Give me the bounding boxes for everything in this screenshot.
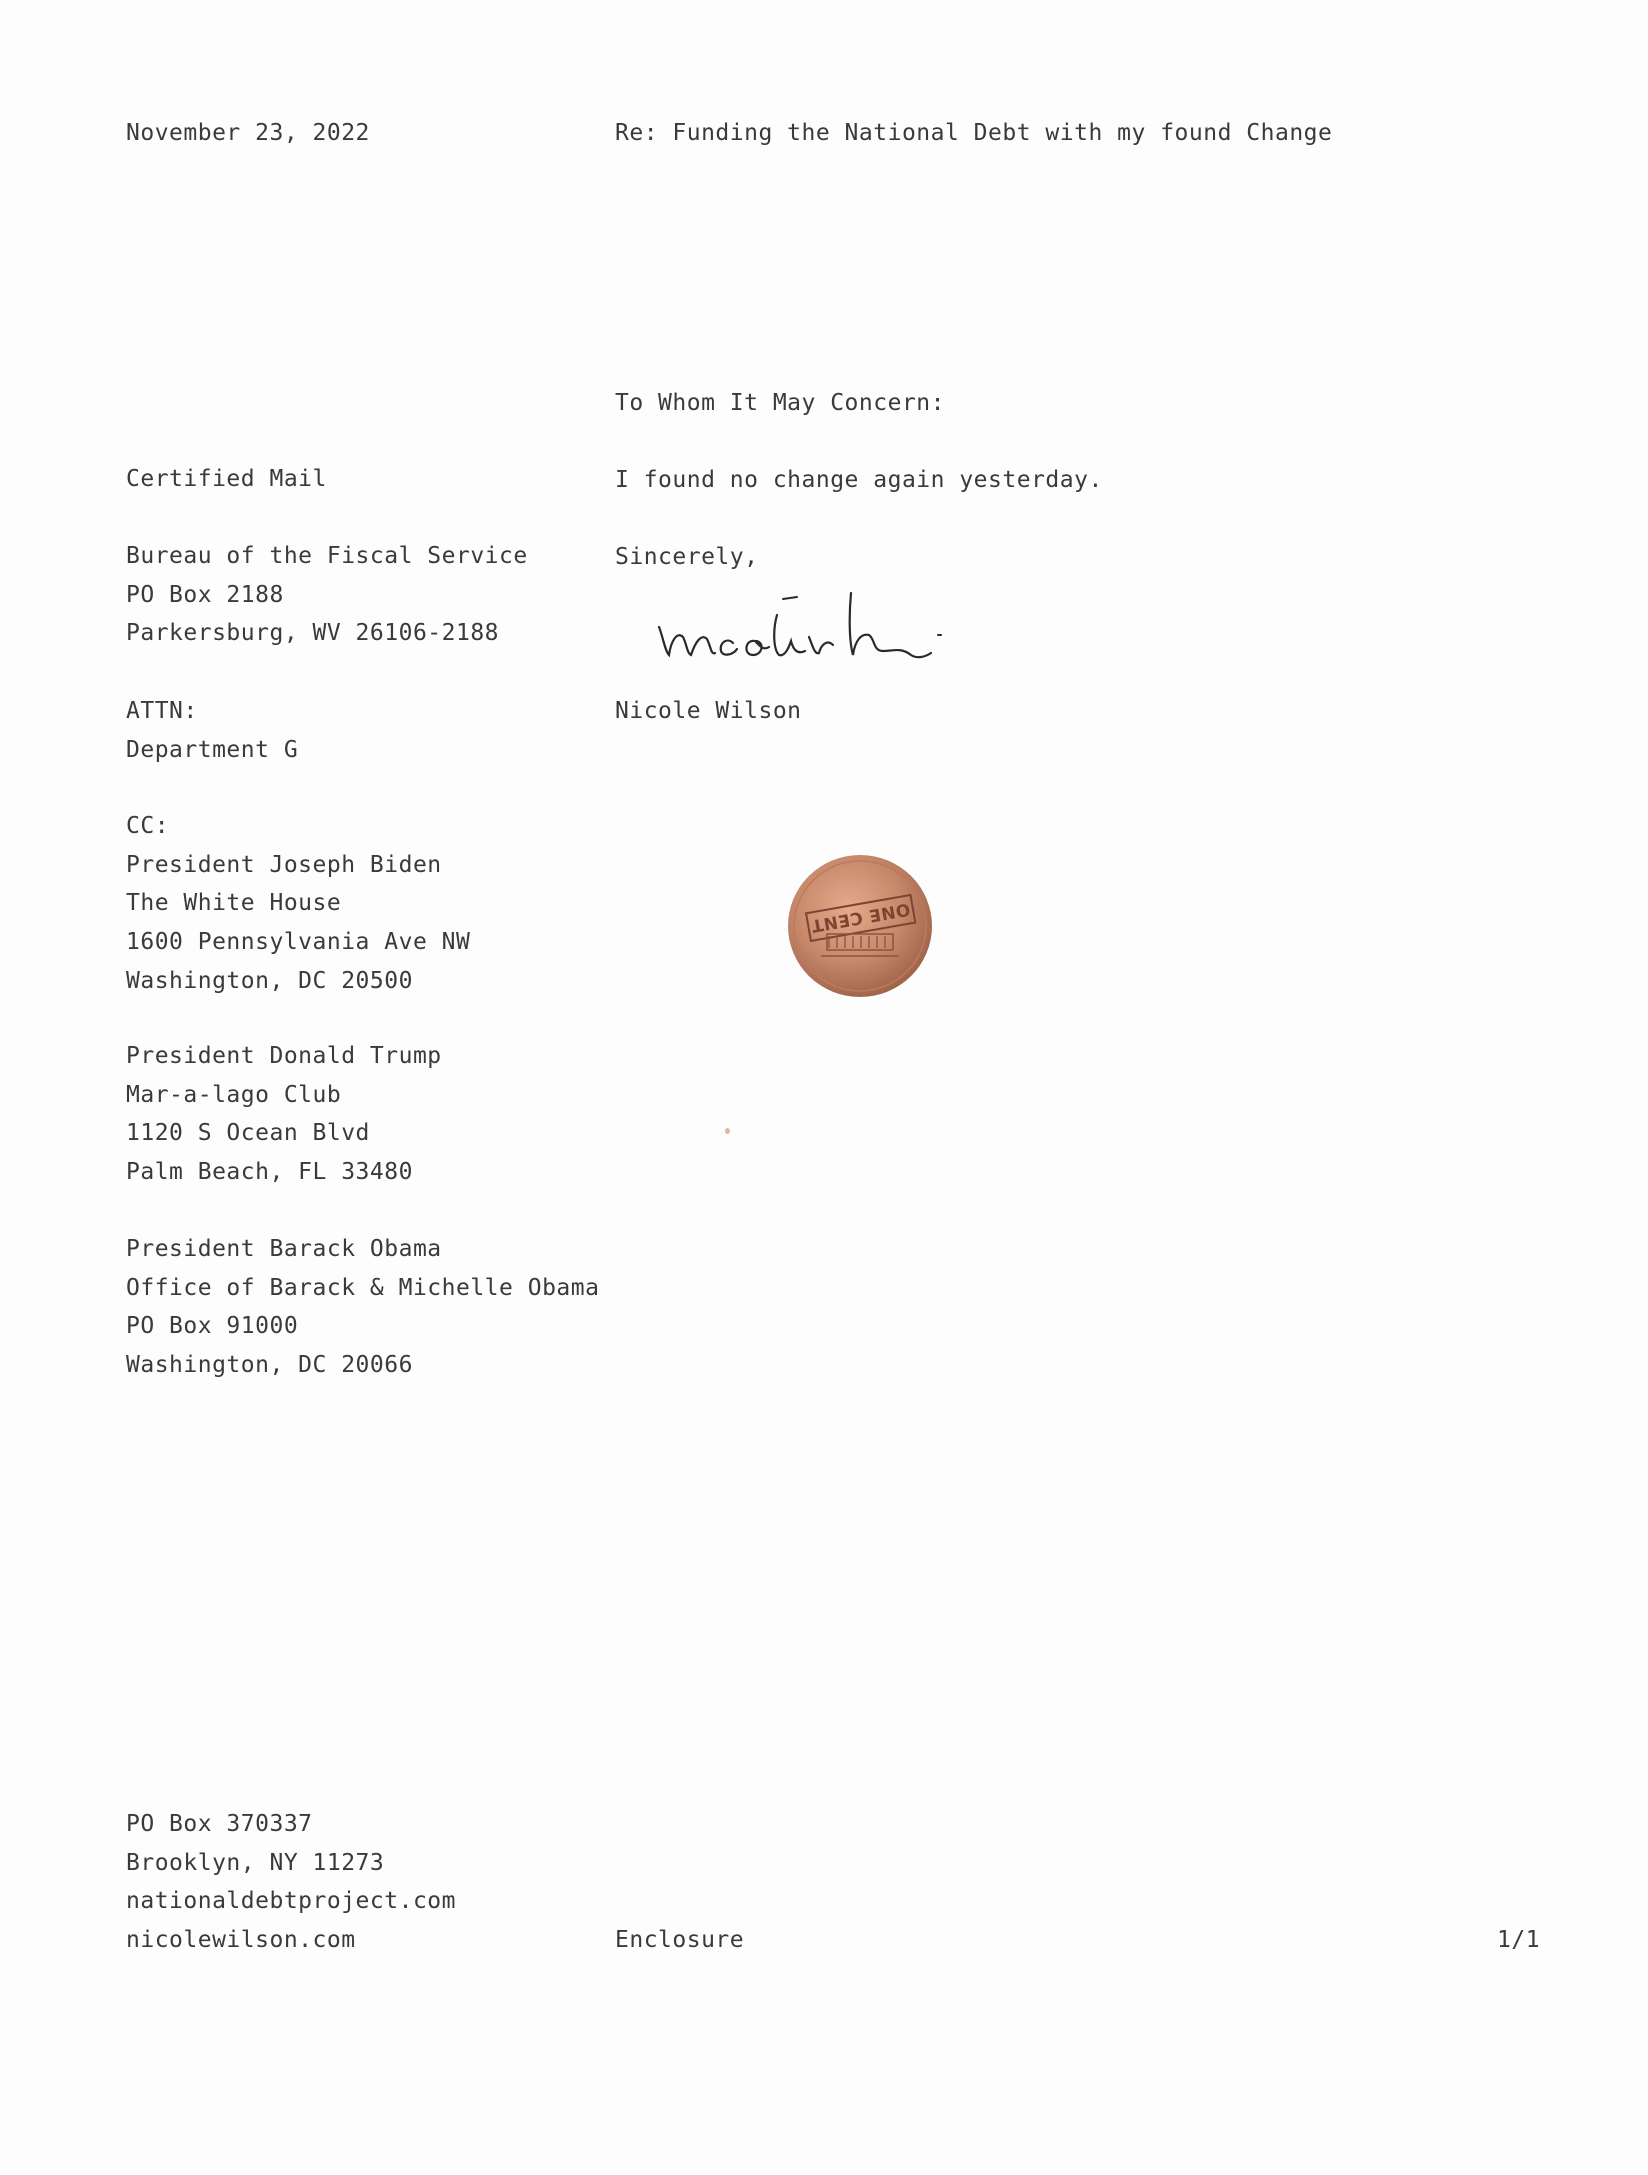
closing: Sincerely, bbox=[615, 544, 759, 570]
recipient-line: Bureau of the Fiscal Service bbox=[126, 543, 528, 569]
attn-label: ATTN: bbox=[126, 698, 198, 724]
cc-line: Palm Beach, FL 33480 bbox=[126, 1159, 413, 1186]
cc-line: 1600 Pennsylvania Ave NW bbox=[126, 929, 471, 956]
return-address-line: nicolewilson.com bbox=[126, 1927, 356, 1954]
attention-block bbox=[126, 692, 298, 769]
page-number: 1/1 bbox=[1497, 1927, 1541, 1953]
mailing-method: Certified Mail bbox=[126, 466, 327, 492]
cc-line: Washington, DC 20066 bbox=[126, 1352, 413, 1379]
attn-department: Department G bbox=[126, 736, 299, 763]
penny-icon bbox=[785, 852, 935, 1000]
cc-line: Mar-a-lago Club bbox=[126, 1081, 342, 1108]
letter-subject: Re: Funding the National Debt with my found Change bbox=[615, 120, 1333, 146]
cc-line: PO Box 91000 bbox=[126, 1313, 299, 1340]
cc-line: President Joseph Biden bbox=[126, 851, 442, 878]
cc-line: Washington, DC 20500 bbox=[126, 967, 413, 994]
cc-line: 1120 S Ocean Blvd bbox=[126, 1120, 370, 1147]
cc-trump-block bbox=[126, 1037, 442, 1192]
letter-date: November 23, 2022 bbox=[126, 120, 370, 146]
recipient-line: Parkersburg, WV 26106-2188 bbox=[126, 620, 500, 647]
cc-line: President Donald Trump bbox=[126, 1043, 442, 1069]
cc-line: Office of Barack & Michelle Obama bbox=[126, 1274, 600, 1301]
cc-obama-block bbox=[126, 1230, 599, 1385]
cc-line: The White House bbox=[126, 890, 342, 917]
cc-line: President Barack Obama bbox=[126, 1236, 442, 1262]
svg-text:ONE CENT: ONE CENT bbox=[809, 898, 912, 936]
paper-speck bbox=[725, 1128, 730, 1134]
enclosure-note: Enclosure bbox=[615, 1927, 745, 1953]
cc-biden-block bbox=[126, 807, 470, 1001]
handwritten-signature-icon bbox=[655, 585, 1005, 675]
letter-body: I found no change again yesterday. bbox=[615, 467, 1103, 493]
signer-name: Nicole Wilson bbox=[615, 698, 802, 724]
return-address-line: Brooklyn, NY 11273 bbox=[126, 1849, 385, 1876]
salutation: To Whom It May Concern: bbox=[615, 390, 945, 416]
recipient-address bbox=[126, 537, 528, 653]
cc-label: CC: bbox=[126, 813, 170, 839]
return-address-line: nationaldebtproject.com bbox=[126, 1888, 456, 1915]
recipient-line: PO Box 2188 bbox=[126, 581, 284, 608]
return-address-line: PO Box 370337 bbox=[126, 1811, 313, 1837]
return-address bbox=[126, 1805, 456, 1960]
